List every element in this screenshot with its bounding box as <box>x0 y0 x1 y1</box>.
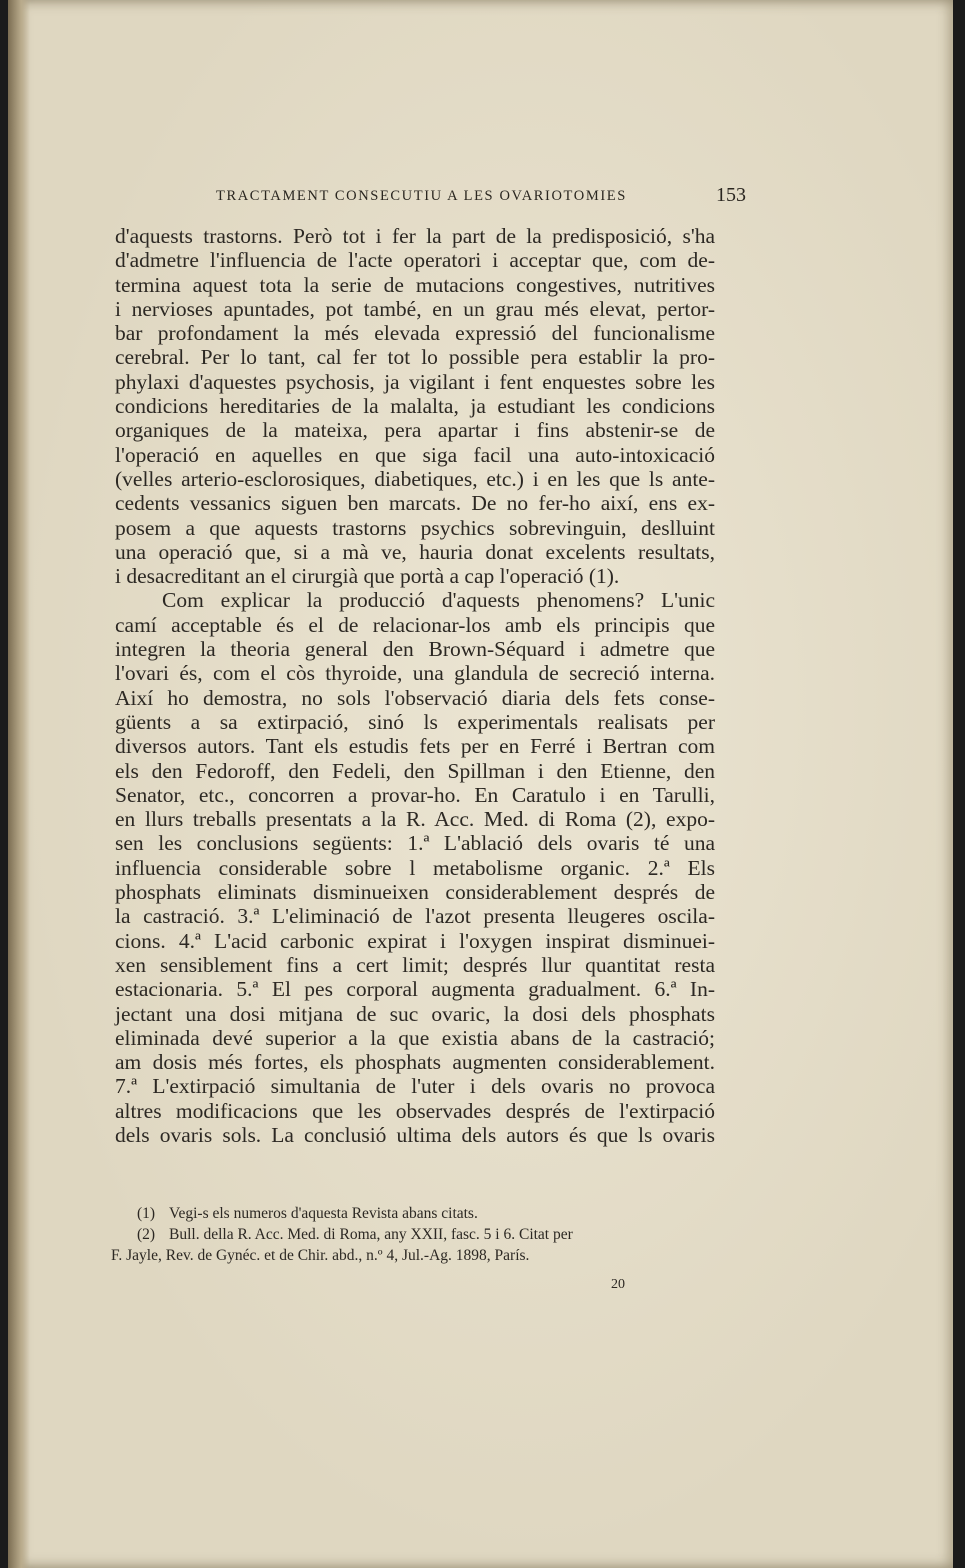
text-line: influencia considerable sobre l metabolisme organic. 2.ª Els <box>115 855 715 880</box>
text-line: cions. 4.ª L'acid carbonic expirat i l'oxygen inspirat disminuei- <box>115 928 715 953</box>
footnote-mark: (2) <box>137 1226 156 1243</box>
text-line: l'ovari és, com el còs thyroide, una glandula de secreció interna. <box>115 661 715 686</box>
text-line: (velles arterio-esclorosiques, diabetiques, etc.) i en les que ls ante- <box>115 466 715 491</box>
text-line: jectant una dosi mitjana de suc ovaric, la dosi dels phosphats <box>115 1001 715 1026</box>
footnote <box>111 1245 703 1266</box>
footnote-mark: (1) <box>137 1205 156 1222</box>
text-line: organiques de la mateixa, pera apartar i fins abstenir-se de <box>115 418 715 443</box>
text-line: termina aquest tota la serie de mutacions congestives, nutritives <box>115 272 715 297</box>
running-head: TRACTAMENT CONSECUTIU A LES OVARIOTOMIES <box>216 188 627 204</box>
text-line: xen sensiblement fins a cert limit; després llur quantitat resta <box>115 952 715 977</box>
text-line: i desacreditant an el cirurgià que portà a cap l'operació (1). <box>115 564 620 589</box>
text-line: altres modificacions que les observades després de l'extirpació <box>115 1098 715 1123</box>
footnote <box>111 1224 703 1245</box>
text-line: dels ovaris sols. La conclusió ultima dels autors és que ls ovaris <box>115 1122 715 1147</box>
text-line: 7.ª L'extirpació simultania de l'uter i dels ovaris no provoca <box>115 1074 715 1099</box>
text-line: cedents vessanics siguen ben marcats. De no fer-ho així, ens ex- <box>115 491 715 516</box>
text-line: d'admetre l'influencia de l'acte operatori i acceptar que, com de- <box>115 248 715 273</box>
text-line: güents a sa extirpació, sinó ls experimentals realisats per <box>115 709 715 734</box>
footnote-text: Bull. della R. Acc. Med. di Roma, any XXII, fasc. 5 i 6. Citat per <box>169 1226 573 1243</box>
text-line: la castració. 3.ª L'eliminació de l'azot presenta lleugeres oscila- <box>115 904 715 929</box>
text-line: l'operació en aquelles en que siga facil una auto-intoxicació <box>115 442 715 467</box>
page-header <box>206 186 746 216</box>
footnote-text: F. Jayle, Rev. de Gynéc. et de Chir. abd., n.º 4, Jul.-Ag. 1898, París. <box>111 1247 530 1264</box>
text-line: Així ho demostra, no sols l'observació diaria dels fets conse- <box>115 685 715 710</box>
text-line: integren la theoria general den Brown-Séquard i admetre que <box>115 637 715 662</box>
text-line: Com explicar la producció d'aquests phenomens? L'unic <box>162 588 715 613</box>
footnote-text: Vegi-s els numeros d'aquesta Revista abans citats. <box>169 1205 478 1222</box>
page-number: 153 <box>716 184 746 206</box>
text-line: diversos autors. Tant els estudis fets per en Ferré i Bertran com <box>115 734 715 759</box>
text-line: Senator, etc., concorren a provar-ho. En Caratulo i en Tarulli, <box>115 782 715 807</box>
page-gutter-shadow <box>8 0 30 1568</box>
text-line: posem a que aquests trastorns psychics sobrevinguin, deslluint <box>115 515 715 540</box>
signature-mark: 20 <box>611 1277 625 1292</box>
text-line: condicions hereditaries de la malalta, ja estudiant les condicions <box>115 394 715 419</box>
text-line: camí acceptable és el de relacionar-los amb els principis que <box>115 612 715 637</box>
text-line: phylaxi d'aquestes psychosis, ja vigilant i fent enquestes sobre les <box>115 369 715 394</box>
text-line: i nervioses apuntades, pot també, en un grau més elevat, pertor- <box>115 296 715 321</box>
book-page <box>8 0 953 1568</box>
text-line: bar profondament la més elevada expressió del funcionalisme <box>115 321 715 346</box>
text-line: els den Fedoroff, den Fedeli, den Spillman i den Etienne, den <box>115 758 715 783</box>
text-line: sen les conclusions següents: 1.ª L'ablació dels ovaris té una <box>115 831 715 856</box>
text-line: en llurs treballs presentats a la R. Acc. Med. di Roma (2), expo- <box>115 807 715 832</box>
text-line: estacionaria. 5.ª El pes corporal augmenta gradualment. 6.ª In- <box>115 977 715 1002</box>
footnotes <box>111 1203 703 1266</box>
text-line: cerebral. Per lo tant, cal fer tot lo possible pera establir la pro- <box>115 345 715 370</box>
text-line: d'aquests trastorns. Però tot i fer la part de la predisposició, s'ha <box>115 224 715 248</box>
footnote <box>111 1203 703 1224</box>
text-line: eliminada devé superior a la que existia abans de la castració; <box>115 1025 715 1050</box>
text-line: phosphats eliminats disminueixen considerablement després de <box>115 880 715 905</box>
text-line: una operació que, si a mà ve, hauria donat excelents resultats, <box>115 539 715 564</box>
body-text <box>115 224 715 1147</box>
text-line: am dosis més fortes, els phosphats augmenten considerablement. <box>115 1050 715 1075</box>
